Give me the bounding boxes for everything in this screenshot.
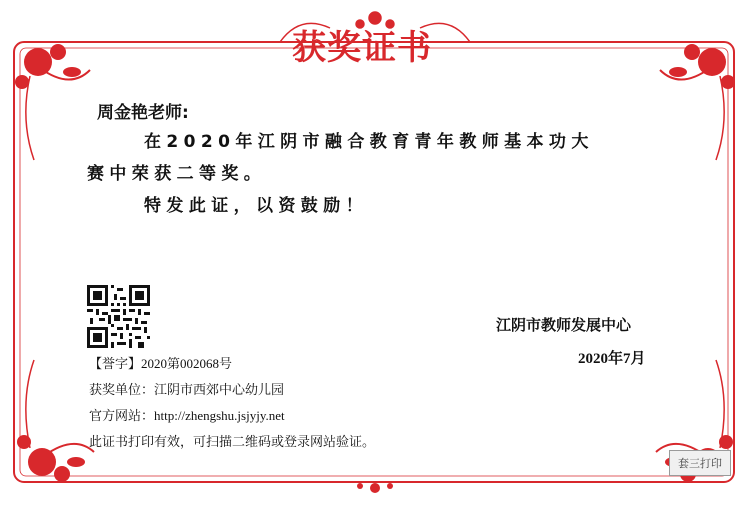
verification-note: 此证书打印有效，可扫描二维码或登录网站验证。 — [89, 435, 376, 450]
qr-code-icon — [87, 285, 150, 348]
award-text-line-1: 在2020年江阴市融合教育青年教师基本功大 — [144, 132, 594, 152]
certificate-number — [89, 353, 232, 372]
print-button[interactable]: 套三打印 — [669, 450, 731, 476]
award-unit-value: 江阴市西郊中心幼儿园 — [154, 383, 285, 398]
recipient-name: 周金艳老师: — [97, 103, 189, 123]
award-text-line-2: 赛中荣获二等奖。 — [87, 164, 267, 184]
official-website-label: 官方网站： — [89, 409, 155, 424]
issue-date: 2020年7月 — [578, 351, 646, 367]
corner-flower-top-left — [15, 44, 90, 160]
corner-flower-top-right — [660, 44, 735, 160]
bottom-ornament — [357, 483, 393, 493]
official-website-link[interactable]: http://zhengshu.jsjyjy.net — [154, 408, 285, 423]
certificate-title: 获奖证书 — [292, 28, 432, 68]
award-unit — [89, 379, 284, 398]
issuer-name: 江阴市教师发展中心 — [496, 316, 632, 334]
certificate-number-label: 【誉字】 — [89, 357, 142, 372]
award-text-line-3: 特发此证，以资鼓励！ — [144, 196, 368, 216]
official-website — [89, 405, 285, 424]
award-unit-label: 获奖单位： — [89, 383, 155, 398]
corner-flower-bottom-left — [17, 360, 94, 482]
certificate-number-value: 2020第002068号 — [141, 356, 233, 371]
